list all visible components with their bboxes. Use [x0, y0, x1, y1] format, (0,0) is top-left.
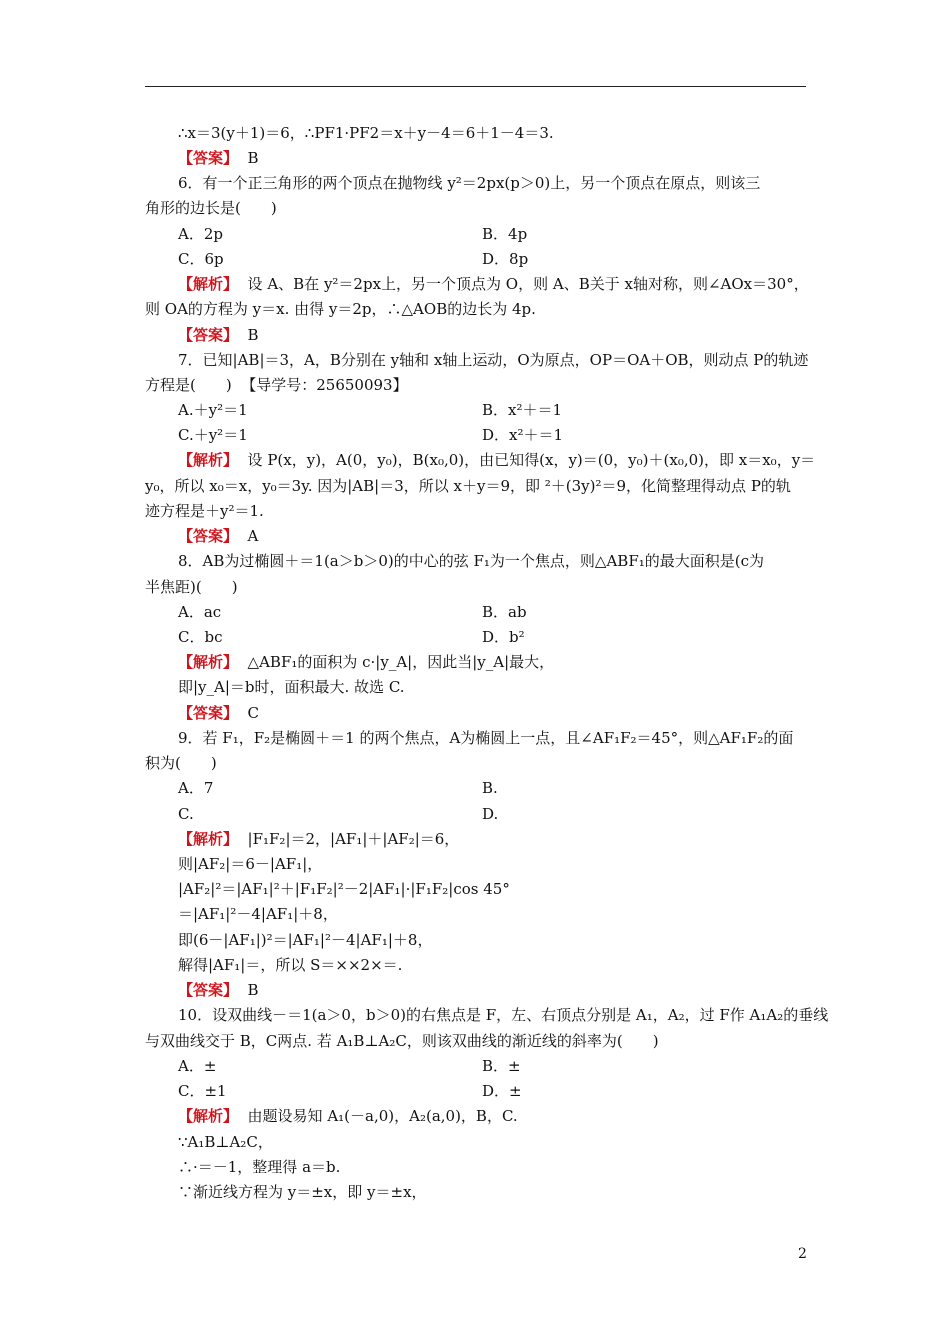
answer-tag: 【答案】	[178, 981, 239, 999]
line-text: C	[238, 704, 260, 722]
option-line	[482, 224, 527, 244]
question-line	[145, 198, 277, 218]
answer-line	[178, 526, 258, 546]
option-line	[482, 249, 528, 269]
analysis-line	[178, 1106, 518, 1126]
option-d: D．±	[482, 1082, 522, 1100]
line-text: ∴·＝－1，整理得 a＝b.	[178, 1158, 341, 1176]
text-line	[178, 1132, 273, 1152]
option-a: A．2p	[178, 225, 223, 243]
option-line	[482, 602, 527, 622]
line-text: ∵A₁B⊥A₂C，	[178, 1133, 273, 1151]
line-text: 由题设易知 A₁(－a,0)，A₂(a,0)，B，C.	[238, 1107, 518, 1125]
line-text: B	[238, 981, 259, 999]
text-line	[178, 1157, 340, 1177]
option-b: B．4p	[482, 225, 528, 243]
option-line	[178, 400, 248, 420]
line-text: 则 OA的方程为 y＝x. 由得 y＝2p，∴△AOB的边长为 4p.	[145, 300, 536, 318]
analysis-line	[178, 450, 815, 470]
line-text: 解得|AF₁|＝，所以 S＝××2×＝.	[178, 956, 403, 974]
text-line	[178, 930, 432, 950]
line-text: A	[238, 527, 259, 545]
answer-tag: 【答案】	[178, 149, 239, 167]
option-line	[482, 778, 498, 798]
line-text: 积为( )	[145, 754, 217, 772]
option-line	[178, 224, 223, 244]
line-text: B	[238, 149, 259, 167]
analysis-line	[178, 829, 459, 849]
line-text: 与双曲线交于 B，C两点. 若 A₁B⊥A₂C，则该双曲线的渐近线的斜率为( )	[145, 1032, 659, 1050]
text-line	[178, 955, 402, 975]
text-line	[145, 476, 791, 496]
line-text: 设 P(x，y)，A(0，y₀)，B(x₀,0)，由已知得(x，y)＝(0，y₀)＋(x₀,0)，即 x＝x₀，y＝	[238, 451, 816, 469]
option-line	[482, 425, 563, 445]
option-c: C．bc	[178, 628, 223, 646]
option-d: D．x²＋＝1	[482, 426, 564, 444]
line-text: ∴x＝3(y＋1)＝6，∴PF1·PF2＝x＋y－4＝6＋1－4＝3.	[178, 124, 554, 142]
question-line	[145, 375, 408, 395]
option-line	[178, 1081, 227, 1101]
option-a: A.＋y²＝1	[178, 401, 248, 419]
answer-tag: 【答案】	[178, 326, 239, 344]
text-line	[178, 1182, 427, 1202]
option-b: B.	[482, 779, 498, 797]
text-line	[145, 501, 264, 521]
answer-line	[178, 325, 259, 345]
option-line	[178, 602, 221, 622]
option-b: B．ab	[482, 603, 527, 621]
header-rule	[145, 86, 806, 87]
text-line	[145, 299, 536, 319]
question-line	[178, 173, 760, 193]
line-text: ∵渐近线方程为 y＝±x，即 y＝±x，	[178, 1183, 427, 1201]
line-text: 7．已知|AB|＝3，A，B分别在 y轴和 x轴上运动，O为原点，OP＝OA＋OB，则动点 P的轨迹	[178, 351, 809, 369]
line-text: 迹方程是＋y²＝1.	[145, 502, 264, 520]
analysis-tag: 【解析】	[178, 1107, 239, 1125]
question-line	[178, 1005, 828, 1025]
option-c: C.＋y²＝1	[178, 426, 248, 444]
line-text: 方程是( ) 【导学号：25650093】	[145, 376, 408, 394]
answer-line	[178, 703, 259, 723]
line-text: 设 A、B在 y²＝2px上，另一个顶点为 O，则 A、B关于 x轴对称，则∠AOx＝30°，	[238, 275, 809, 293]
line-text: 9．若 F₁，F₂是椭圆＋＝1 的两个焦点，A为椭圆上一点，且∠AF₁F₂＝45°，则△AF₁F₂的面	[178, 729, 794, 747]
option-c: C．6p	[178, 250, 224, 268]
option-c: C．±1	[178, 1082, 227, 1100]
line-text: 则|AF₂|＝6－|AF₁|，	[178, 855, 323, 873]
analysis-line	[178, 274, 809, 294]
option-d: D．b²	[482, 628, 525, 646]
line-text: 角形的边长是( )	[145, 199, 277, 217]
line-text: 即(6－|AF₁|)²＝|AF₁|²－4|AF₁|＋8，	[178, 931, 433, 949]
question-line	[178, 728, 793, 748]
answer-tag: 【答案】	[178, 704, 239, 722]
text-line	[178, 879, 510, 899]
option-d: D．8p	[482, 250, 529, 268]
line-text: 8．AB为过椭圆＋＝1(a＞b＞0)的中心的弦 F₁为一个焦点，则△ABF₁的最大面积是(c为	[178, 552, 764, 570]
option-a: A．7	[178, 779, 214, 797]
option-line	[482, 804, 498, 824]
line-text: B	[238, 326, 259, 344]
option-d: D.	[482, 805, 499, 823]
option-b: B．±	[482, 1057, 521, 1075]
text-line	[178, 123, 554, 143]
question-line	[145, 753, 217, 773]
answer-tag: 【答案】	[178, 527, 239, 545]
question-line	[145, 577, 238, 597]
analysis-tag: 【解析】	[178, 830, 239, 848]
question-line	[178, 551, 764, 571]
option-line	[178, 249, 224, 269]
line-text: 半焦距)( )	[145, 578, 238, 596]
analysis-tag: 【解析】	[178, 653, 239, 671]
text-line	[178, 677, 405, 697]
line-text: 10．设双曲线－＝1(a＞0，b＞0)的右焦点是 F，左、右顶点分别是 A₁，A₂，过 F作 A₁A₂的垂线	[178, 1006, 829, 1024]
line-text: ＝|AF₁|²－4|AF₁|＋8，	[178, 905, 338, 923]
analysis-line	[178, 652, 554, 672]
analysis-tag: 【解析】	[178, 275, 239, 293]
option-line	[482, 627, 525, 647]
page-number: 2	[798, 1246, 807, 1262]
question-line	[145, 1031, 659, 1051]
option-a: A．ac	[178, 603, 222, 621]
line-text: |F₁F₂|＝2，|AF₁|＋|AF₂|＝6，	[238, 830, 460, 848]
option-line	[482, 1081, 522, 1101]
option-c: C.	[178, 805, 194, 823]
line-text: |AF₂|²＝|AF₁|²＋|F₁F₂|²－2|AF₁|·|F₁F₂|cos 45°	[178, 880, 510, 898]
option-line	[178, 1056, 216, 1076]
option-b: B．x²＋＝1	[482, 401, 563, 419]
question-line	[178, 350, 808, 370]
option-line	[482, 400, 562, 420]
line-text: △ABF₁的面积为 c·|y_A|，因此当|y_A|最大，	[238, 653, 555, 671]
option-line	[178, 778, 213, 798]
line-text: 即|y_A|＝b时，面积最大. 故选 C.	[178, 678, 405, 696]
text-line	[178, 854, 322, 874]
option-line	[178, 627, 222, 647]
option-line	[482, 1056, 521, 1076]
answer-line	[178, 980, 259, 1000]
option-line	[178, 425, 248, 445]
line-text: 6．有一个正三角形的两个顶点在抛物线 y²＝2px(p＞0)上，另一个顶点在原点，则该三	[178, 174, 761, 192]
option-a: A．±	[178, 1057, 217, 1075]
option-line	[178, 804, 194, 824]
answer-line	[178, 148, 259, 168]
analysis-tag: 【解析】	[178, 451, 239, 469]
text-line	[178, 904, 338, 924]
line-text: y₀，所以 x₀＝x，y₀＝3y. 因为|AB|＝3，所以 x＋y＝9，即 ²＋(3y)²＝9，化简整理得动点 P的轨	[145, 477, 791, 495]
